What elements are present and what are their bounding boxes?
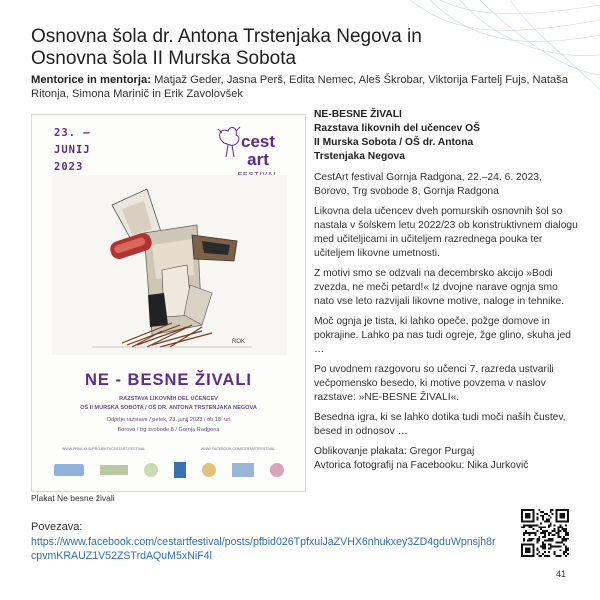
poster-image: [31, 114, 306, 492]
poster-headline: NE - BESNE ŽIVALI: [84, 371, 253, 389]
article-heading-3: II Murska Sobota / OŠ dr. Antona: [314, 137, 474, 148]
article-heading: [314, 108, 580, 164]
poster-link-2: WWW.FACEBOOK.COM/CESTARTFESTIVAL: [200, 447, 275, 451]
sponsor-logo-6: [232, 463, 254, 477]
title-line-1: Osnovna šola dr. Antona Trstenjaka Negova in: [31, 26, 422, 47]
sponsor-logo-5: [202, 463, 216, 477]
article-paragraph-2: Likovna dela učencev dveh pomurskih osnovnih šol so nastala v šolskem letu 2022/23 ob konstruktivnem dialogu med učiteljicami in učiteljem razrednega pouka ter učiteljem likovne umetnosti.: [314, 206, 578, 259]
credit-photos: Avtorica fotografij na Facebooku: Nika Jurkovič: [314, 460, 529, 471]
article-heading-4: Trstenjaka Negova: [314, 151, 405, 162]
article-paragraph-4: Moč ognja je tista, ki lahko opeče, požge domove in pokrajine. Lahko pa nas tudi ogreje, žge glino, skuha jed …: [314, 316, 572, 355]
sculpture-artwork: [52, 175, 287, 355]
credit-design: Oblikovanje plakata: Gregor Purgaj: [314, 446, 475, 457]
title-line-2: Osnovna šola II Murska Sobota: [31, 48, 297, 69]
sponsor-logo-3: [144, 463, 158, 477]
article-paragraph-1: CestArt festival Gornja Radgona, 22.–24. 6. 2023, Borovo, Trg svobode 8, Gornja Radgona: [314, 172, 542, 197]
poster-opening: Odprtje razstave / petek, 23. junij 2023 / ob 18. uri: [106, 417, 231, 423]
article-paragraph-3: Z motivi smo se odzvali na decembrsko akcijo »Bodi zvezda, ne meči petard!« Iz dvojne narave ognja smo nato vse leto razvijali likovne motive, naloge in tehnike.: [314, 268, 565, 307]
poster-date-line-2: JUNIJ: [54, 144, 91, 156]
sponsor-logo-4: [174, 462, 186, 478]
sponsor-logo-1: [54, 464, 84, 476]
sponsor-logo-7: [270, 463, 284, 477]
article-heading-2: Razstava likovnih del učencev OŠ: [314, 123, 480, 134]
facebook-link[interactable]: [31, 535, 521, 563]
link-label: Povezava:: [31, 521, 83, 533]
logo-text-cest: cest: [240, 132, 276, 151]
poster-caption: Plakat Ne besne živali: [31, 493, 115, 503]
artwork-label: ROK: [232, 339, 246, 345]
poster-subtitle-2: OŠ II MURSKA SOBOTA / OŠ DR. ANTONA TRSTENJAKA NEGOVA: [80, 405, 257, 411]
page-number: 41: [556, 569, 567, 579]
article-paragraph-5: Po uvodnem razgovoru so učenci 7. razreda ustvarili večpomensko besedo, ki motive povzema v naslov razstave: »NE-BESNE ŽIVALI«.: [314, 364, 554, 403]
poster-link-1: WWW.PRVA-KI.SI/PROJEKTI/CESTART-FESTIVAL: [62, 447, 146, 451]
sponsor-logo-2: [100, 465, 128, 475]
article-body: [314, 108, 580, 473]
poster-date: [54, 125, 91, 176]
sponsor-logos: [54, 459, 284, 481]
qr-code-icon[interactable]: [521, 509, 569, 557]
poster-location: Borovo / trg svobode 8 / Gornja Radgona: [117, 427, 220, 433]
page-title: [31, 26, 422, 70]
poster-date-line-3: 2023: [54, 161, 84, 173]
mentors-names: Matjaž Geder, Jasna Perš, Edita Nemec, Aleš Škrobar, Viktorija Fartelj Fujs, Nataša Ritonja, Simona Marinič in Erik Zavolovšek: [31, 74, 568, 100]
mentors-label: Mentorice in mentorja:: [31, 74, 151, 86]
poster-links: [62, 447, 275, 451]
mentors-line: [31, 73, 591, 101]
article-paragraph-6: Besedna igra, ki se lahko dotika tudi moči naših čustev, besed in odnosov …: [314, 412, 566, 437]
facebook-link-line-1[interactable]: https://www.facebook.com/cestartfestival/posts/pfbid026TpfxuiJaZVHX6nhukxey3ZD4gduWpnsjh8r: [31, 536, 496, 548]
logo-text-art: art: [247, 150, 269, 169]
facebook-link-line-2[interactable]: cpvmKRAUZ1V52ZSTrdAQuM5xNiF4l: [31, 550, 212, 562]
poster-subtitle-1: RAZSTAVA LIKOVNIH DEL UČENCEV: [119, 396, 218, 402]
article-heading-1: NE-BESNE ŽIVALI: [314, 109, 402, 120]
poster-date-line-1: 23. –: [54, 127, 91, 139]
